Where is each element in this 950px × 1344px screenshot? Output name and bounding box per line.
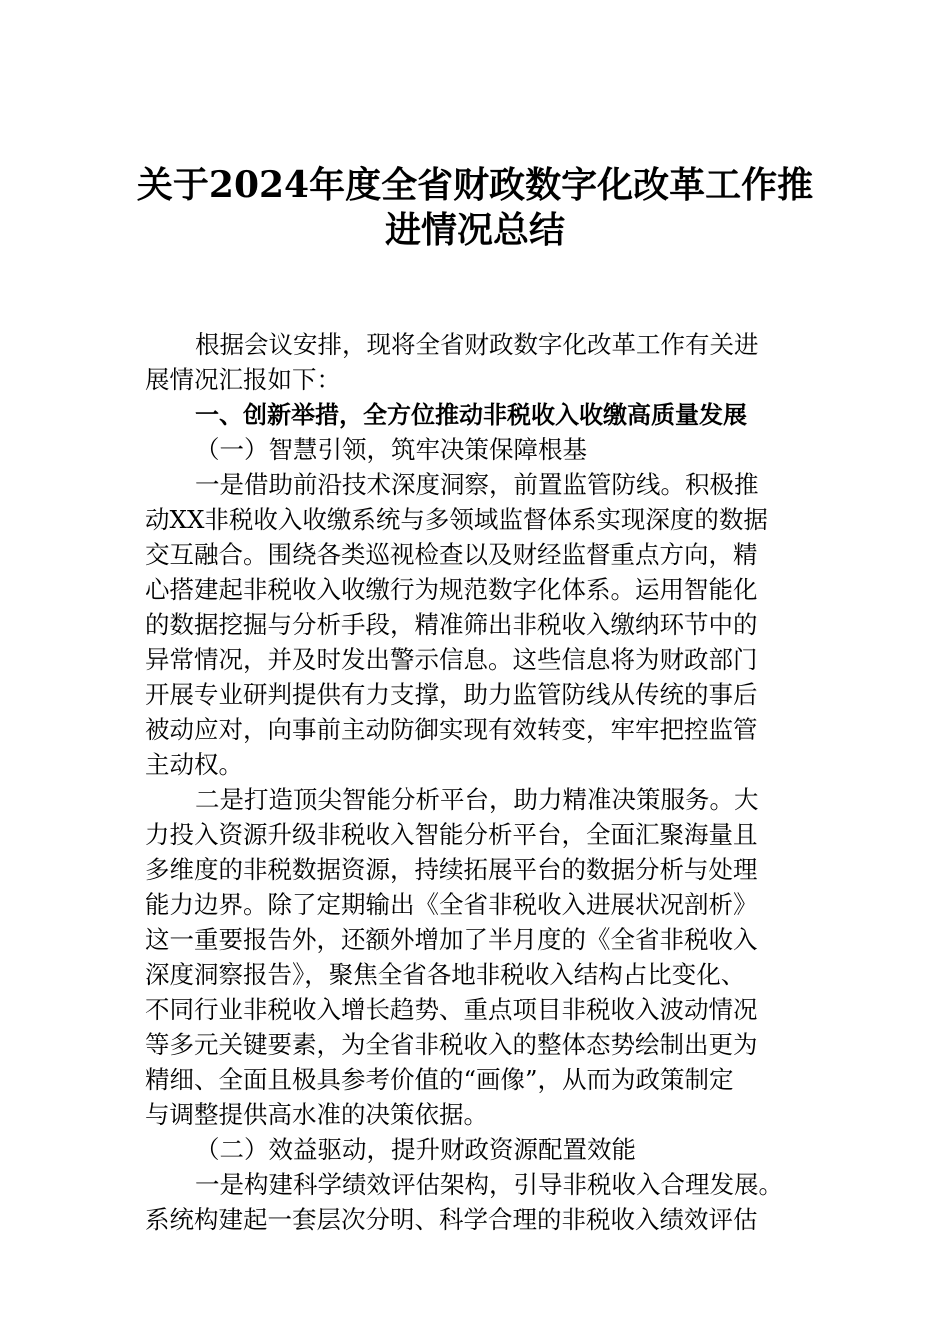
subsection-heading-1: （一）智慧引领，筑牢决策保障根基 (195, 435, 587, 464)
body-line: 动XX非税收入收缴系统与多领域监督体系实现深度的数据 (145, 505, 768, 534)
body-line: 这一重要报告外，还额外增加了半月度的《全省非税收入 (145, 925, 758, 954)
body-line: 多维度的非税数据资源，持续拓展平台的数据分析与处理 (145, 855, 758, 884)
body-line: 深度洞察报告》，聚焦全省各地非税收入结构占比变化、 (145, 960, 746, 989)
body-line: 与调整提供高水准的决策依据。 (145, 1100, 488, 1129)
body-line: 一是借助前沿技术深度洞察，前置监管防线。积极推 (195, 470, 759, 499)
body-line: 交互融合。围绕各类巡视检查以及财经监督重点方向，精 (145, 540, 758, 569)
body-line: 主动权。 (145, 750, 243, 779)
body-line: 展情况汇报如下： (145, 365, 341, 394)
body-line: 二是打造顶尖智能分析平台，助力精准决策服务。大 (195, 785, 759, 814)
body-line: 精细、全面且极具参考价值的“画像”，从而为政策制定 (145, 1065, 734, 1094)
section-heading-1: 一、创新举措，全方位推动非税收入收缴高质量发展 (195, 401, 747, 429)
body-line: 等多元关键要素，为全省非税收入的整体态势绘制出更为 (145, 1030, 758, 1059)
document-title-line-1: 关于2024年度全省财政数字化改革工作推 (136, 164, 814, 206)
body-line: 系统构建起一套层次分明、科学合理的非税收入绩效评估 (145, 1205, 758, 1234)
body-line: 心搭建起非税收入收缴行为规范数字化体系。运用智能化 (145, 575, 758, 604)
body-line: 根据会议安排，现将全省财政数字化改革工作有关进 (195, 330, 759, 359)
body-line: 异常情况，并及时发出警示信息。这些信息将为财政部门 (145, 645, 758, 674)
body-line: 一是构建科学绩效评估架构，引导非税收入合理发展。 (195, 1170, 783, 1199)
body-line: 的数据挖掘与分析手段，精准筛出非税收入缴纳环节中的 (145, 610, 758, 639)
body-line: 不同行业非税收入增长趋势、重点项目非税收入波动情况 (145, 995, 758, 1024)
subsection-heading-2: （二）效益驱动，提升财政资源配置效能 (195, 1135, 636, 1164)
body-line: 被动应对，向事前主动防御实现有效转变，牢牢把控监管 (145, 715, 758, 744)
body-line: 力投入资源升级非税收入智能分析平台，全面汇聚海量且 (145, 820, 758, 849)
document-title-line-2: 进情况总结 (384, 209, 565, 251)
body-line: 开展专业研判提供有力支撑，助力监管防线从传统的事后 (145, 680, 758, 709)
body-line: 能力边界。除了定期输出《全省非税收入进展状况剖析》 (145, 890, 758, 919)
